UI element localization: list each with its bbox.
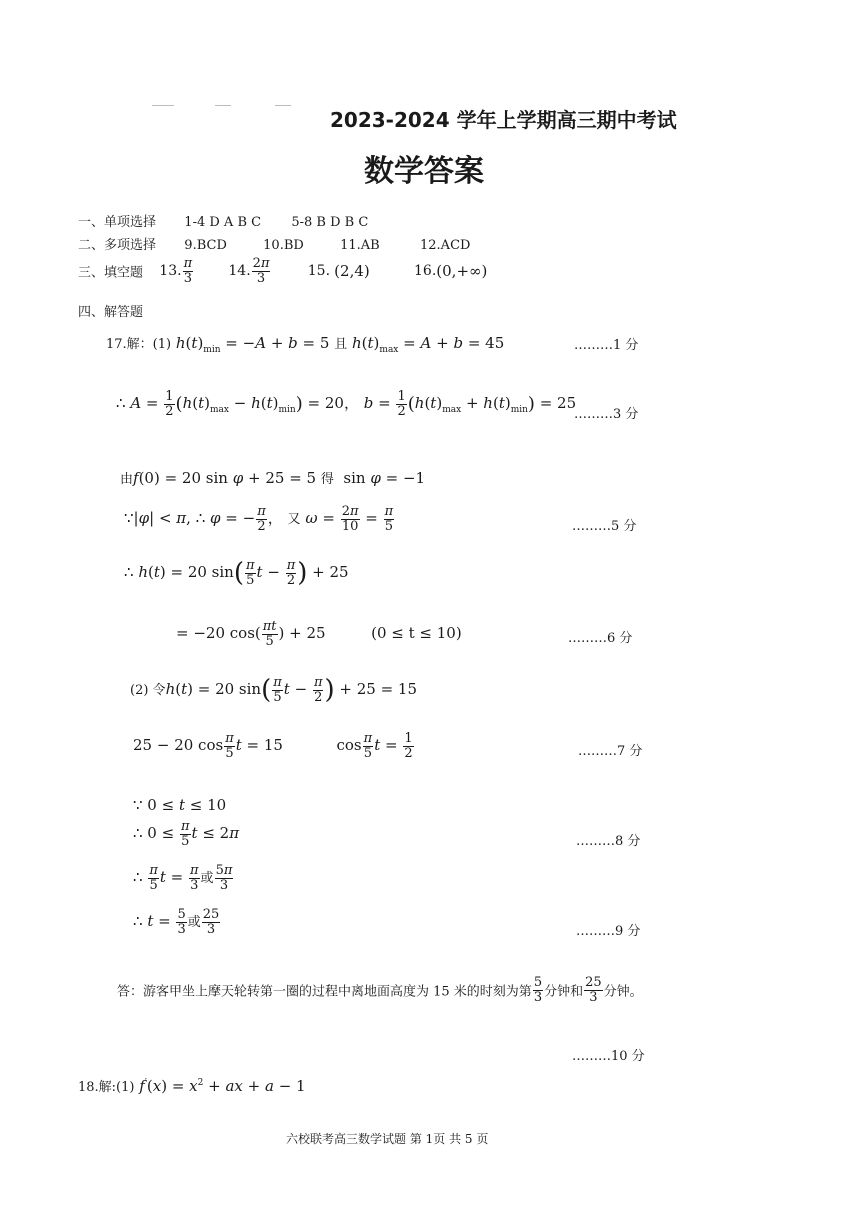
q17-step4: ∵|φ| < π, ∴ φ = − $\frac{\pi}{2}$ ， 又 ω = $\frac{2\pi}{10}$ = $\frac{\pi}{5}$ [124, 504, 394, 534]
q17-part2-step5: ∴ $\frac{\pi}{5}$ t = $\frac{\pi}{3}$ 或 $\frac{5\pi}{3}$ [133, 863, 233, 893]
q17-part2-step3: ∵ 0 ≤ t ≤ 10 [133, 796, 227, 814]
scan-mark [215, 105, 231, 106]
section-fill-blank [78, 257, 487, 285]
answer-text-end: 分钟。 [603, 984, 643, 1000]
q17-step6: = −20 cos( $\frac{\pi t}{5}$ ) + 25 (0 ≤ t ≤ 10) [176, 619, 462, 649]
q17-part2-step4: ∴ 0 ≤ $\frac{\pi}{5}$ t ≤ 2π [133, 819, 240, 849]
q15-label: 15. [307, 263, 331, 280]
answer-text: 答：游客甲坐上摩天轮转第一圈的过程中离地面高度为 15 米的时刻为第 [117, 984, 532, 1000]
section-solutions: 四、解答题 [78, 305, 144, 320]
score-9: ………9 分 [576, 924, 641, 939]
q17-part2-step1: (2) 令h(t) = 20 sin( $\frac{\pi}{5}$ t − $\frac{\pi}{2}$ ) + 25 = 15 [130, 674, 418, 705]
scan-mark [275, 105, 291, 106]
q17-part2-step2: 25 − 20 cos $\frac{\pi}{5}$ t = 15 cos $\frac{\pi}{5}$ t = $\frac{1}{2}$ [133, 731, 413, 761]
answer-10: 10.BD [263, 238, 304, 253]
score-3: ………3 分 [574, 407, 639, 422]
q17-step3: 由f(0) = 20 sin φ + 25 = 5 得 sin φ = −1 [120, 469, 426, 487]
q16-answer: (0,+∞) [436, 262, 488, 281]
section-multi-choice [78, 234, 470, 253]
section-single-choice [78, 211, 368, 230]
word-huo: 或 [187, 915, 201, 931]
q18-step1: 18.解:(1) $f'(x) = x^2$ + ax + a − 1 [78, 1077, 306, 1095]
page-footer: 六校联考高三数学试题 第 1页 共 5 页 [286, 1132, 489, 1146]
score-5: ………5 分 [572, 519, 637, 534]
section-label: 一、单项选择 [78, 215, 157, 230]
word-youzai: 又 [287, 512, 301, 528]
q14-answer: $\frac{2\pi}{3}$ [252, 256, 270, 286]
word-huo: 或 [200, 871, 214, 887]
answer-12: 12.ACD [420, 238, 471, 253]
score-7: ………7 分 [578, 744, 643, 759]
q15-answer: (2,4) [334, 262, 370, 281]
q14-label: 14. [228, 263, 251, 280]
q17-head: 17.解：(1) [106, 337, 172, 352]
score-10: ………10 分 [572, 1049, 645, 1064]
q13-answer: $\frac{\pi}{3}$ [183, 256, 193, 286]
scan-mark [152, 105, 174, 106]
section-label: 三、填空题 [78, 265, 144, 281]
t-range: (0 ≤ t ≤ 10) [371, 624, 462, 643]
q13-label: 13. [159, 263, 182, 280]
q18-head: 18.解:(1) [78, 1080, 135, 1095]
word-de: 得 [320, 472, 334, 487]
section-label: 二、多项选择 [78, 238, 157, 253]
answers-1-4: 1-4 D A B C [184, 215, 262, 230]
score-1: ………1 分 [574, 338, 639, 353]
part2-head: (2) 令 [130, 683, 166, 698]
q17-step2: ∴ A = $\frac{1}{2}$ $(h(t)_{max} - h(t)_{min}) = 20$， b = $\frac{1}{2}$ $(h(t)_{max} + h(t)_{min}) = 25$ [116, 389, 577, 419]
document-title: 数学答案 [364, 154, 484, 189]
conj-and: 且 [334, 337, 348, 352]
q16-label: 16. [414, 263, 437, 280]
answer-11: 11.AB [340, 238, 380, 253]
answers-5-8: 5-8 B D B C [291, 215, 369, 230]
score-6: ………6 分 [568, 631, 633, 646]
q17-part2-step6: ∴ t = $\frac{5}{3}$ 或 $\frac{25}{3}$ [133, 907, 220, 937]
answer-text-mid: 分钟和 [544, 984, 584, 1000]
q17-answer: 答：游客甲坐上摩天轮转第一圈的过程中离地面高度为 15 米的时刻为第 $\frac{5}{3}$ 分钟和 $\frac{25}{3}$ 分钟。 [117, 975, 643, 1005]
answer-9: 9.BCD [184, 238, 227, 253]
score-8: ………8 分 [576, 834, 641, 849]
q17-step5: ∴ h(t) = 20 sin( $\frac{\pi}{5}$ t − $\frac{\pi}{2}$ ) + 25 [124, 557, 349, 588]
word-you: 由 [120, 472, 134, 487]
q17-step1: 17.解：(1) $h(t)_{min} = -A + b = 5$ 且 $h(t)_{max} = A + b = 45$ [106, 334, 505, 355]
exam-title: 2023-2024 学年上学期高三期中考试 [330, 108, 677, 132]
